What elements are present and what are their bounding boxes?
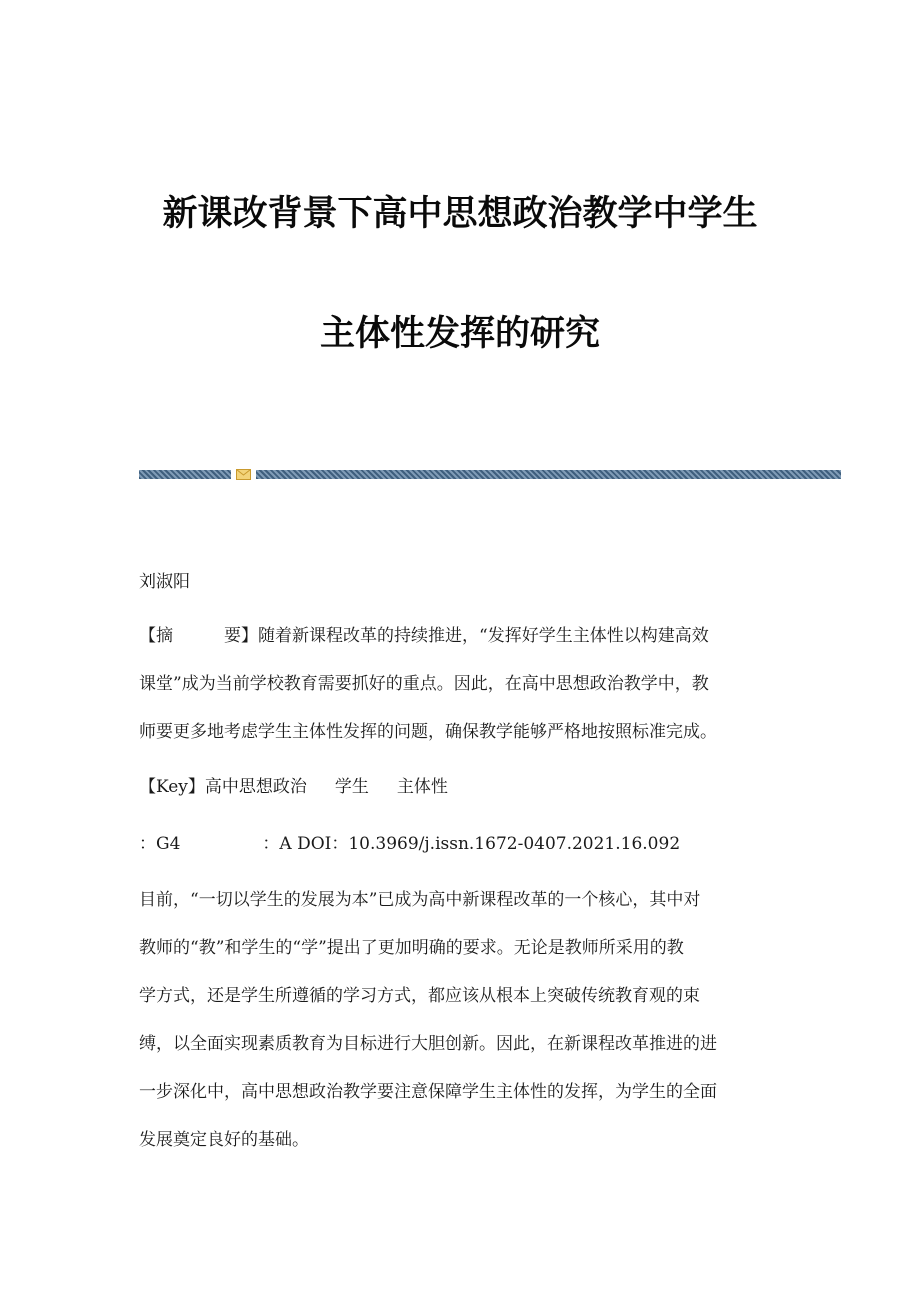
body-line: 学方式，还是学生所遵循的学习方式，都应该从根本上突破传统教育观的束 bbox=[139, 986, 700, 1006]
abstract bbox=[139, 620, 779, 764]
keywords bbox=[139, 771, 448, 803]
body-line: 教师的“教”和学生的“学”提出了更加明确的要求。无论是教师所采用的教 bbox=[139, 938, 684, 958]
decorative-divider bbox=[139, 470, 841, 479]
body-paragraph bbox=[139, 884, 779, 1172]
author-name: 刘淑阳 bbox=[139, 572, 190, 592]
title-line-1: 新课改背景下高中思想政治教学中学生 bbox=[162, 193, 758, 234]
abstract-line: 【摘 要】随着新课程改革的持续推进，“发挥好学生主体性以构建高效 bbox=[139, 626, 709, 646]
keywords-label: 【Key】 bbox=[139, 777, 205, 797]
divider-bar-left bbox=[139, 470, 231, 479]
abstract-line: 师要更多地考虑学生主体性发挥的问题，确保教学能够严格地按照标准完成。 bbox=[139, 722, 717, 742]
body-line: 目前，“一切以学生的发展为本”已成为高中新课程改革的一个核心，其中对 bbox=[139, 890, 701, 910]
body-line: 缚，以全面实现素质教育为目标进行大胆创新。因此，在新课程改革推进的进 bbox=[139, 1034, 717, 1054]
keyword-item: 高中思想政治 bbox=[204, 777, 307, 797]
body-line: 一步深化中，高中思想政治教学要注意保障学生主体性的发挥，为学生的全面 bbox=[139, 1082, 717, 1102]
doi-text: ：A DOI：10.3969/j.issn.1672-0407.2021.16.092 bbox=[262, 834, 681, 854]
abstract-line: 课堂”成为当前学校教育需要抓好的重点。因此，在高中思想政治教学中，教 bbox=[139, 674, 709, 694]
title-line-2: 主体性发挥的研究 bbox=[319, 313, 600, 354]
classification-doi bbox=[139, 828, 680, 860]
keyword-item: 学生 bbox=[334, 777, 369, 797]
keyword-item: 主体性 bbox=[396, 777, 448, 797]
divider-bar-right bbox=[256, 470, 841, 479]
classification-code: ：G4 bbox=[139, 834, 181, 854]
envelope-icon bbox=[236, 468, 251, 481]
body-line: 发展奠定良好的基础。 bbox=[139, 1130, 309, 1150]
